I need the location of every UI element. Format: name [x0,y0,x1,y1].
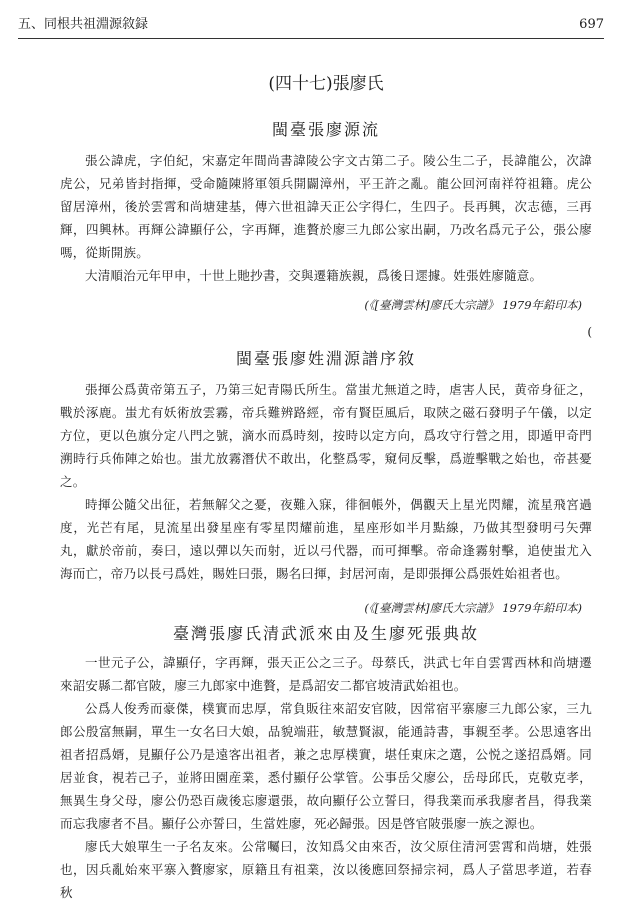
section-heading-3: 臺灣張廖氏清武派來由及生廖死張典故 [172,624,479,643]
page-number: 697 [579,17,604,32]
paragraph: 大清順治元年甲申，十世上貤抄書，交與遷籍族親，爲後日遝據。姓張姓廖隨意。 [85,268,543,283]
section-heading-2: 閩臺張廖姓淵源譜序敘 [235,349,416,368]
stray-parenthesis: ( [587,325,592,339]
paragraph: 公爲人俊秀而豪傑，樸實而忠厚，常負販往來詔安官陂，因常宿平寨廖三九郎公家，三九郎公殷富無嗣，單生一女名曰大娘，品貌端莊，敏慧賢淑，能通詩書，事親至孝。公思遠客出祖者招爲婿，見顯仔公乃是遠客出祖者，兼之忠厚樸實，堪任東床之選，公悦之遂招爲婿。同居並食，視若己子，並將田園産業，悉付顯仔公掌管。公事岳父廖公，岳母邱氏，克敬克孝，無異生身父母，廖公仍恐百歲後忘廖還張，故向顯仔公立誓曰，得我業而承我廖者昌，得我業而忘我廖者不昌。顯仔公亦誓曰，生當姓廖，死必歸張。因是啓官陂張廖一族之源也。 [60,701,592,831]
paragraph: 張公諱虎，字伯紀，宋嘉定年間尚書諱陵公字文古第二子。陵公生二子，長諱龍公，次諱虎公，兄弟皆封指揮，受命隨陳將軍領兵開闢漳州，平王許之亂。龍公回河南祥符祖籍。虎公留居漳州，後於雲霄和尚塘建基，傳六世祖諱天正公字得仁，生四子。長再興，次志德，三再輝，四興林。再輝公諱顯仔公，字再輝，進贅於廖三九郎公家出嗣，乃改名爲元子公，張公廖嗎，從斯開族。 [60,153,592,260]
source-citation: (《[臺灣雲林]廖氏大宗譜》 1979年鉛印本) [364,601,582,615]
page-content [60,72,592,904]
section-heading-1: 閩臺張廖源流 [271,120,380,139]
paragraph: 一世元子公，諱顯仔，字再輝，張天正公之三子。母蔡氏，洪武七年自雲霄西林和尚塘遷來詔安縣二都官陂，廖三九郎家中進贅，是爲詔安二都官坡清武始祖也。 [60,655,592,693]
header-section-title: 五、同根共祖淵源敘録 [18,17,149,32]
running-header [18,16,604,39]
paragraph: 時揮公隨父出征，若無解父之憂，夜難入寐，徘徊帳外，偶觀天上星光閃耀，流星飛宮過度，光芒有尾，見流星出發星座有零星閃耀前進，星座形如半月點線，乃做其型發明弓矢彈丸，獻於帝前，奏曰，遠以彈以矢而射，近以弓代器，而可揮擊。帝命逢霧射擊，追使蚩尤入海而亡，帝乃以長弓爲姓，賜姓曰張，賜名曰揮，封居河南，是即張揮公爲張姓始祖者也。 [60,497,592,581]
chapter-title: (四十七)張廖氏 [268,74,384,94]
paragraph: 張揮公爲黄帝第五子，乃第三妃青陽氏所生。當蚩尤無道之時，虐害人民，黄帝身征之，戰於涿鹿。蚩尤有妖術放雲霧，帝兵難辨路經，帝有賢臣風后，取陝之磁石發明子午儀，以定方位，更以色旗分定八門之號，滴水而爲時刻，按時以定方向，爲攻守行營之用，即遁甲奇門溯時行兵佈陣之始也。蚩尤放霧潛伏不敢出，化整爲零，窺伺反擊，爲遊擊戰之始也，帝甚憂之。 [60,382,592,489]
source-citation: (《[臺灣雲林]廖氏大宗譜》 1979年鉛印本) [364,298,582,312]
paragraph: 廖氏大娘單生一子名友來。公常囑曰，汝知爲父由來否，汝父原住清河雲霄和尚塘，姓張也，因兵亂始來平寨入贅廖家，原籍且有祖業，汝以後應回祭掃宗祠，爲人子當思孝道，若春秋 [60,839,592,900]
